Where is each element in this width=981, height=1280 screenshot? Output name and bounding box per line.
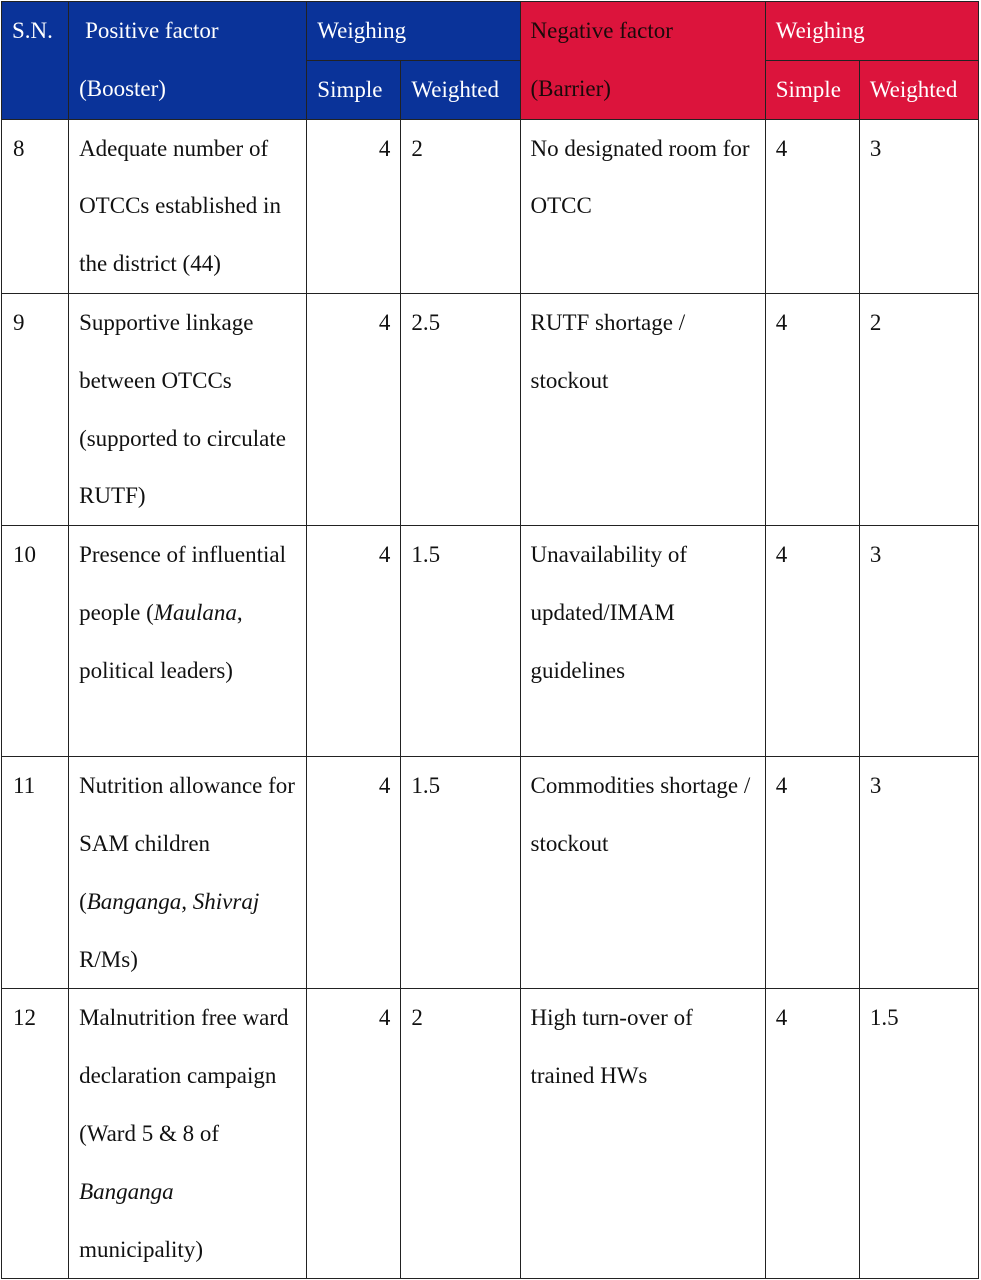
row-sn: 8 [2, 119, 69, 293]
neg-simple-cell: 4 [765, 119, 859, 293]
neg-weighted-cell: 3 [859, 119, 978, 293]
header-pos-weighted: Weighted [401, 60, 520, 119]
header-negative-factor [520, 2, 765, 120]
positive-factor-cell [69, 989, 307, 1279]
row-sn: 12 [2, 989, 69, 1279]
positive-text-pre: Malnutrition free ward declaration campaign (Ward 5 & 8 of [79, 1005, 289, 1146]
pos-simple-cell: 4 [307, 293, 401, 525]
negative-factor-cell: Unavailability of updated/IMAM guidelines [520, 526, 765, 757]
pos-simple-cell: 4 [307, 119, 401, 293]
pos-weighted-cell: 1.5 [401, 526, 520, 757]
header-pos-simple: Simple [307, 60, 401, 119]
pos-weighted-cell: 2.5 [401, 293, 520, 525]
pos-weighted-cell: 2 [401, 989, 520, 1279]
header-sn: S.N. [2, 2, 69, 120]
row-sn: 11 [2, 757, 69, 989]
row-sn: 9 [2, 293, 69, 525]
neg-simple-cell: 4 [765, 526, 859, 757]
positive-text-post: , political leaders) [79, 599, 243, 683]
neg-simple-cell: 4 [765, 293, 859, 525]
header-neg-simple: Simple [765, 60, 859, 119]
positive-factor-cell: Adequate number of OTCCs established in the district (44) [69, 119, 307, 293]
positive-text-post: municipality) [79, 1236, 203, 1262]
pos-weighted-cell: 1.5 [401, 757, 520, 989]
table-row [2, 119, 979, 293]
table-row [2, 757, 979, 989]
table-row [2, 526, 979, 757]
positive-text-pre: Presence of influential people ( [79, 542, 286, 625]
positive-text-post: R/Ms) [79, 946, 138, 972]
header-negative-line2: (Barrier) [530, 75, 611, 101]
header-negative-weighing: Weighing [765, 2, 978, 61]
positive-factor-cell: Supportive linkage between OTCCs (supported to circulate RUTF) [69, 293, 307, 525]
pos-simple-cell: 4 [307, 757, 401, 989]
row-sn: 10 [2, 526, 69, 757]
header-positive-line1: Positive factor [85, 18, 219, 43]
header-neg-weighted: Weighted [859, 60, 978, 119]
header-row-top [2, 2, 979, 61]
neg-weighted-cell: 2 [859, 293, 978, 525]
pos-simple-cell: 4 [307, 989, 401, 1279]
positive-text-italic: Banganga [79, 1178, 174, 1204]
neg-weighted-cell: 1.5 [859, 989, 978, 1279]
negative-factor-cell: RUTF shortage / stockout [520, 293, 765, 525]
negative-factor-cell: Commodities shortage / stockout [520, 757, 765, 989]
neg-weighted-cell: 3 [859, 526, 978, 757]
negative-factor-cell: No designated room for OTCC [520, 119, 765, 293]
header-negative-line1: Negative factor [530, 18, 673, 43]
positive-text-italic: Banganga, Shivraj [86, 888, 260, 914]
positive-text-pre: Nutrition allowance for SAM children ( [79, 773, 295, 914]
neg-simple-cell: 4 [765, 989, 859, 1279]
negative-factor-cell: High turn-over of trained HWs [520, 989, 765, 1279]
pos-simple-cell: 4 [307, 526, 401, 757]
header-positive-line2: (Booster) [79, 75, 166, 101]
positive-text-italic: Maulana [153, 599, 237, 625]
neg-simple-cell: 4 [765, 757, 859, 989]
factors-table [1, 1, 979, 1279]
pos-weighted-cell: 2 [401, 119, 520, 293]
table-row [2, 293, 979, 525]
positive-factor-cell [69, 757, 307, 989]
header-positive-weighing: Weighing [307, 2, 520, 61]
neg-weighted-cell: 3 [859, 757, 978, 989]
positive-factor-cell [69, 526, 307, 757]
table-row [2, 989, 979, 1279]
header-positive-factor [69, 2, 307, 120]
